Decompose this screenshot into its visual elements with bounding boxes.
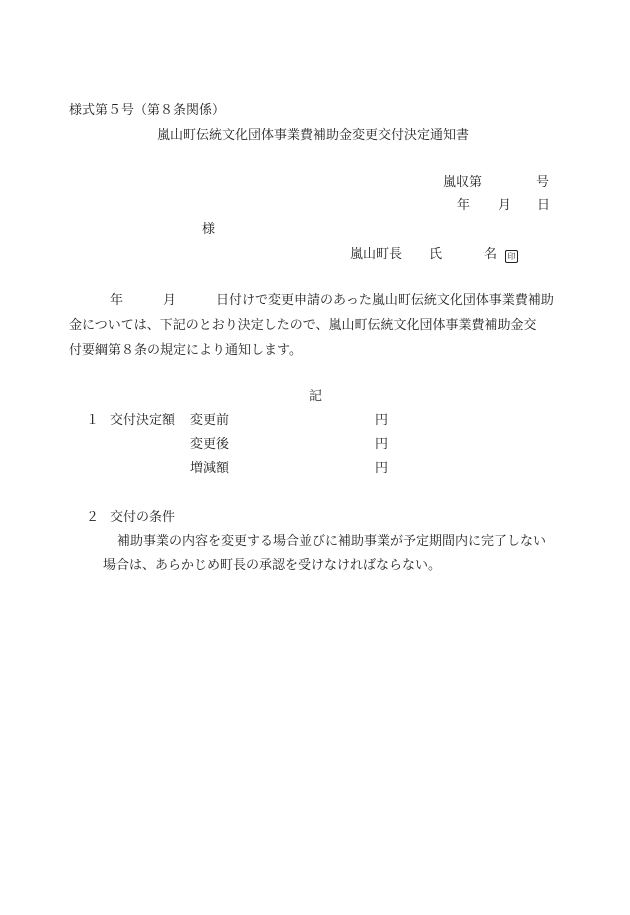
- ki-heading: 記: [309, 389, 323, 404]
- seal-icon: 印: [505, 250, 518, 263]
- body-line1-month: 月: [163, 293, 177, 308]
- reference-suffix: 号: [536, 175, 550, 190]
- row-before-item: 変更前: [190, 413, 230, 428]
- row-diff-item: 増減額: [190, 461, 230, 476]
- issuer-shi: 氏: [429, 247, 443, 262]
- section1-label: 交付決定額: [110, 413, 176, 428]
- form-number: 様式第５号（第８条関係）: [69, 103, 226, 118]
- section2-number: ２: [86, 510, 100, 525]
- section2-line2: 場合は、あらかじめ町長の承認を受けなければならない。: [103, 558, 442, 573]
- issuer-mei: [484, 247, 518, 263]
- date-month: 月: [498, 198, 512, 213]
- issuer-title: 嵐山町長: [350, 247, 403, 262]
- section2-line1: 補助事業の内容を変更する場合並びに補助事業が予定期間内に完了しない: [117, 534, 547, 549]
- section2-label: 交付の条件: [110, 510, 176, 525]
- body-line2: 金については、下記のとおり決定したので、嵐山町伝統文化団体事業費補助金交: [69, 318, 537, 333]
- addressee-honorific: 様: [202, 222, 216, 237]
- body-line1-year: 年: [110, 293, 124, 308]
- issuer-mei-text: 名: [484, 247, 498, 262]
- body-line1-rest: 日付けで変更申請のあった嵐山町伝統文化団体事業費補助: [216, 293, 554, 308]
- row-diff-unit: 円: [375, 461, 389, 476]
- reference-prefix: 嵐収第: [443, 175, 483, 190]
- document-title: 嵐山町伝統文化団体事業費補助金変更交付決定通知書: [157, 128, 470, 143]
- section1-number: １: [86, 413, 100, 428]
- date-day: 日: [537, 198, 551, 213]
- date-year: 年: [457, 198, 471, 213]
- row-after-unit: 円: [375, 437, 389, 452]
- body-line3: 付要綱第８条の規定により通知します。: [69, 343, 302, 358]
- row-before-unit: 円: [375, 413, 389, 428]
- row-after-item: 変更後: [190, 437, 230, 452]
